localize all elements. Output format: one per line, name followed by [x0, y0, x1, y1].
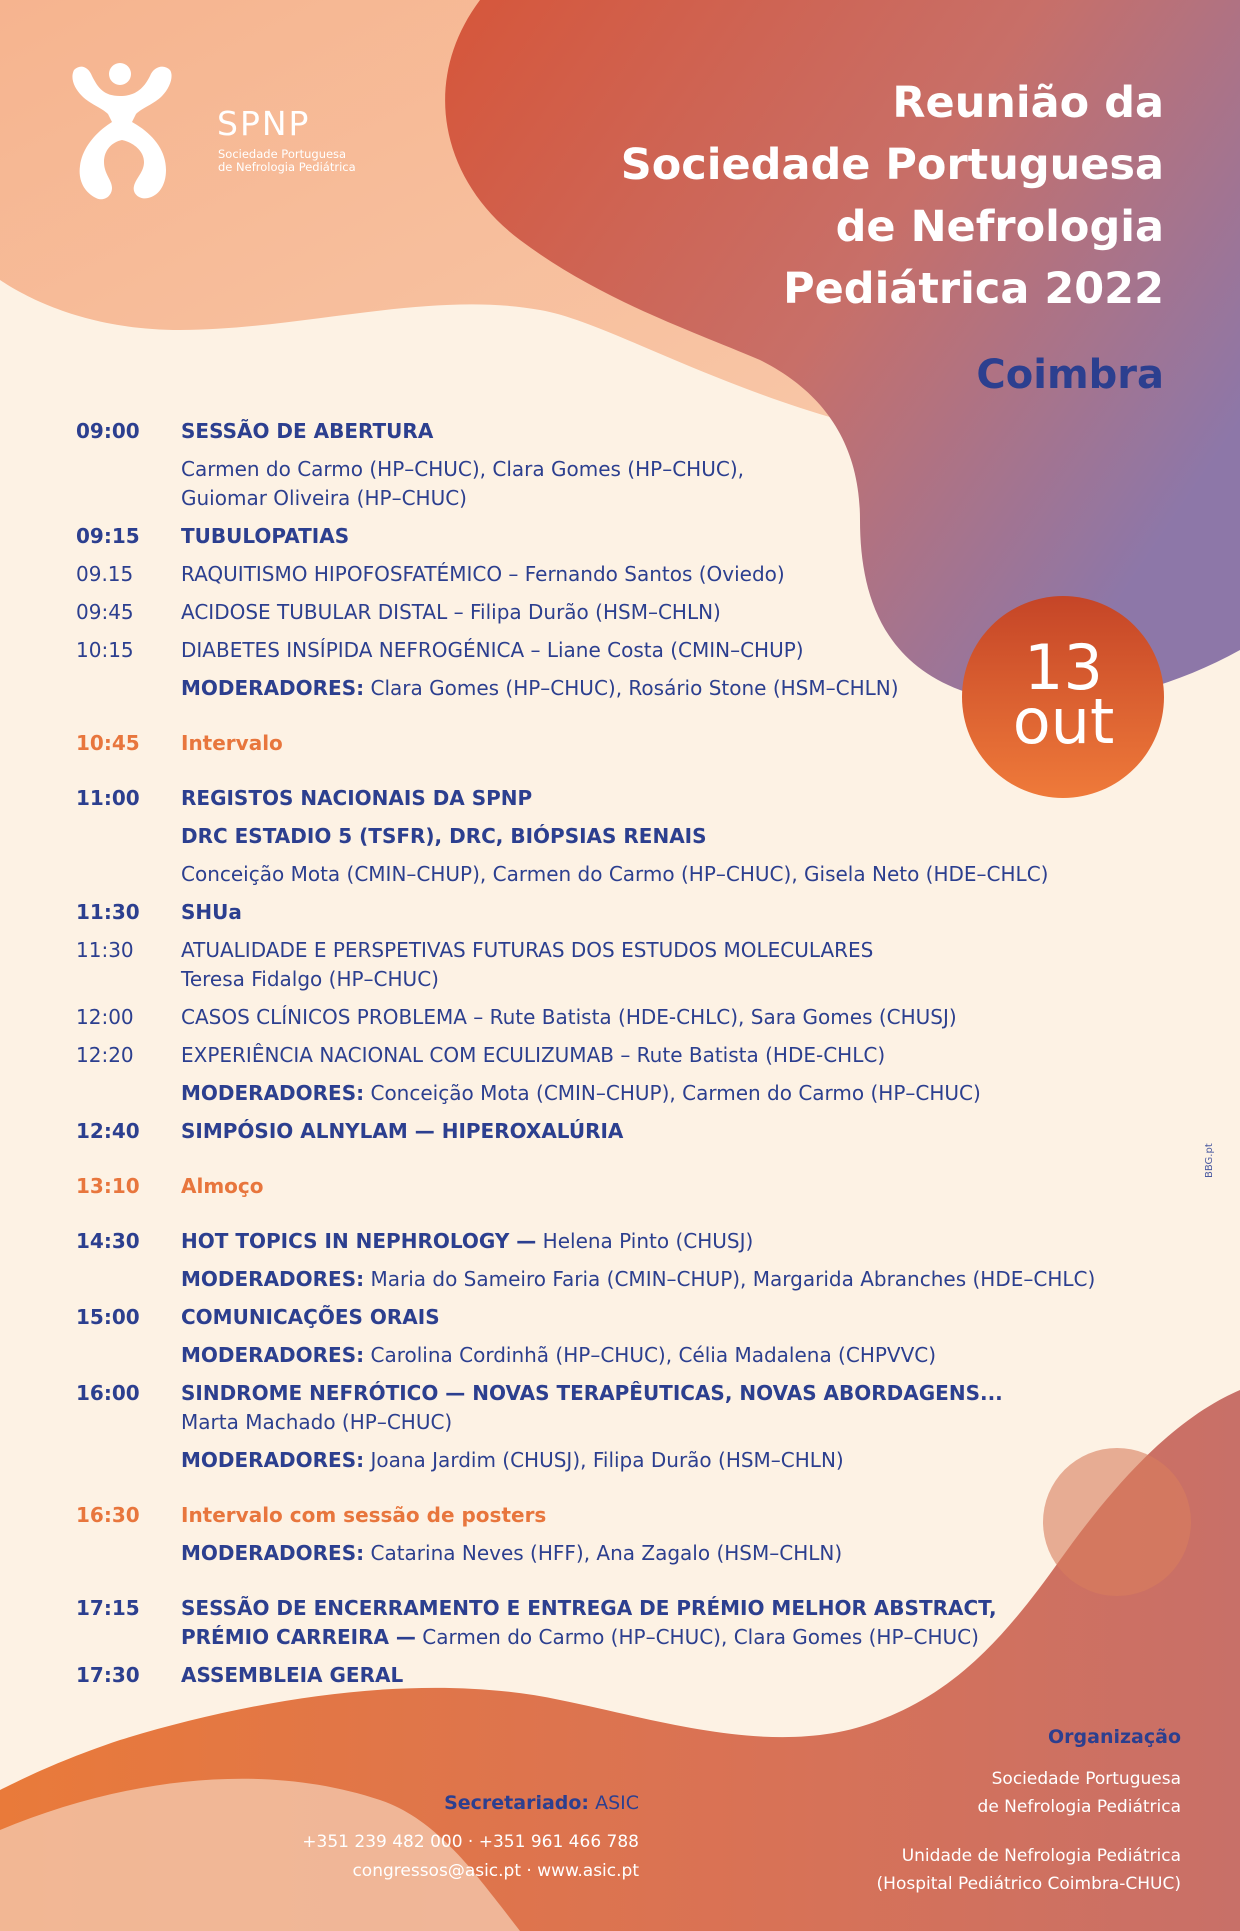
program-content [181, 598, 1156, 627]
program-text-line2 [181, 484, 1156, 513]
program-content [181, 1172, 1156, 1201]
program-time: 15:00 [76, 1305, 140, 1329]
title-line3: de Nefrologia [835, 202, 1164, 252]
program-award-label: PRÉMIO CARREIRA — [181, 1625, 416, 1649]
program-time: 17:30 [76, 1663, 140, 1687]
program-text: ASSEMBLEIA GERAL [181, 1663, 404, 1687]
program-time: 12:40 [76, 1119, 140, 1143]
program-row [76, 1003, 1156, 1032]
program-time: 11:30 [76, 938, 134, 962]
title-line2: Sociedade Portuguesa [620, 140, 1164, 190]
program-row [76, 636, 1156, 665]
program-content [181, 729, 1156, 758]
program-time: 16:00 [76, 1381, 140, 1405]
program-text: COMUNICAÇÕES ORAIS [181, 1305, 440, 1329]
organization-label: Organização [1048, 1726, 1181, 1748]
event-title [464, 72, 1164, 320]
program-time: 13:10 [76, 1174, 140, 1198]
program-row [76, 1379, 1156, 1437]
program-content [181, 1003, 1156, 1032]
program-text: DIABETES INSÍPIDA NEFROGÉNICA – Liane Costa (CMIN–CHUP) [181, 638, 804, 662]
program-text: RAQUITISMO HIPOFOSFATÉMICO – Fernando Santos (Oviedo) [181, 562, 785, 586]
program-text2: Guiomar Oliveira (HP–CHUC) [181, 486, 467, 510]
program-content [181, 936, 1156, 994]
program-text: Intervalo com sessão de posters [181, 1503, 547, 1527]
program-text2: Carmen do Carmo (HP–CHUC), Clara Gomes (HP–CHUC) [415, 1625, 979, 1649]
program-row [76, 455, 1156, 513]
program-row [76, 1594, 1156, 1652]
program-text: Helena Pinto (CHUSJ) [536, 1229, 754, 1253]
program-text: Carolina Cordinhã (HP–CHUC), Célia Madalena (CHPVVC) [364, 1343, 937, 1367]
program-time: 09:00 [76, 419, 140, 443]
program-row [76, 1117, 1156, 1146]
program-moderators-label: MODERADORES: [181, 1343, 365, 1367]
program-text: Maria do Sameiro Faria (CMIN–CHUP), Margarida Abranches (HDE–CHLC) [364, 1267, 1096, 1291]
program-text: Conceição Mota (CMIN–CHUP), Carmen do Carmo (HP–CHUC) [364, 1081, 981, 1105]
program-content [181, 1379, 1156, 1437]
program-text: SINDROME NEFRÓTICO — NOVAS TERAPÊUTICAS, NOVAS ABORDAGENS... [181, 1381, 1003, 1405]
program-row [76, 1501, 1156, 1530]
program-row [76, 1079, 1156, 1108]
program-moderators-label: MODERADORES: [181, 1448, 365, 1472]
program-row [76, 1303, 1156, 1332]
program-text-line2 [181, 965, 1156, 994]
program-moderators-label: MODERADORES: [181, 676, 365, 700]
program-row [76, 936, 1156, 994]
program-row [76, 1041, 1156, 1070]
program-time: 11:30 [76, 900, 140, 924]
program-text: CASOS CLÍNICOS PROBLEMA – Rute Batista (HDE-CHLC), Sara Gomes (CHUSJ) [181, 1005, 957, 1029]
program-moderators-label: MODERADORES: [181, 1081, 365, 1105]
program-content [181, 1539, 1156, 1568]
program-content [181, 1265, 1156, 1294]
logo-subtitle-line1: Sociedade Portuguesa [218, 147, 347, 161]
program-time: 16:30 [76, 1503, 140, 1527]
program-content [181, 455, 1156, 513]
program-text: Joana Jardim (CHUSJ), Filipa Durão (HSM–CHLN) [364, 1448, 844, 1472]
program-row [76, 1172, 1156, 1201]
program-row [76, 417, 1156, 446]
program-moderators-label: HOT TOPICS IN NEPHROLOGY — [181, 1229, 537, 1253]
program-content [181, 898, 1156, 927]
logo-subtitle-line2: de Nefrologia Pediátrica [218, 160, 356, 174]
program-text: Carmen do Carmo (HP–CHUC), Clara Gomes (HP–CHUC), [181, 457, 744, 481]
program-time: 12:20 [76, 1043, 134, 1067]
logo-subtitle [218, 148, 356, 174]
program-text: SHUa [181, 900, 242, 924]
program-content [181, 1041, 1156, 1070]
program-time: 10:15 [76, 638, 134, 662]
program-content [181, 636, 1156, 665]
program-content [181, 417, 1156, 446]
program-text: SIMPÓSIO ALNYLAM — HIPEROXALÚRIA [181, 1119, 624, 1143]
org2-line2: (Hospital Pediátrico Coimbra-CHUC) [876, 1874, 1181, 1894]
program-text: Conceição Mota (CMIN–CHUP), Carmen do Carmo (HP–CHUC), Gisela Neto (HDE–CHLC) [181, 862, 1049, 886]
program-row [76, 784, 1156, 813]
program-text: DRC ESTADIO 5 (TSFR), DRC, BIÓPSIAS RENAIS [181, 824, 707, 848]
program-schedule [76, 417, 1156, 1699]
program-content [181, 1446, 1156, 1475]
organization-spnp [978, 1765, 1181, 1821]
program-text: REGISTOS NACIONAIS DA SPNP [181, 786, 533, 810]
program-row [76, 1661, 1156, 1690]
program-content [181, 860, 1156, 889]
program-text: ACIDOSE TUBULAR DISTAL – Filipa Durão (HSM–CHLN) [181, 600, 721, 624]
program-time: 11:00 [76, 786, 140, 810]
program-moderators-label: MODERADORES: [181, 1267, 365, 1291]
program-row [76, 598, 1156, 627]
program-content [181, 1594, 1156, 1652]
program-content [181, 560, 1156, 589]
program-content [181, 1661, 1156, 1690]
logo-acronym: SPNP [217, 104, 311, 143]
date-day: 13 [1024, 631, 1103, 704]
spnp-logo-icon [70, 62, 175, 202]
program-content [181, 522, 1156, 551]
program-text: TUBULOPATIAS [181, 524, 350, 548]
program-text: SESSÃO DE ABERTURA [181, 419, 434, 443]
event-city: Coimbra [976, 352, 1164, 398]
program-time: 12:00 [76, 1005, 134, 1029]
date-month: out [1012, 685, 1115, 758]
program-text2: Marta Machado (HP–CHUC) [181, 1410, 453, 1434]
program-time: 14:30 [76, 1229, 140, 1253]
org1-line2: de Nefrologia Pediátrica [977, 1797, 1181, 1817]
program-content [181, 1117, 1156, 1146]
program-time: 10:45 [76, 731, 140, 755]
title-line4: Pediátrica 2022 [783, 264, 1164, 314]
program-content [181, 1079, 1156, 1108]
program-row [76, 1341, 1156, 1370]
program-text: Catarina Neves (HFF), Ana Zagalo (HSM–CHLN) [364, 1541, 843, 1565]
program-content [181, 674, 1156, 703]
program-row [76, 860, 1156, 889]
program-content [181, 1341, 1156, 1370]
title-line1: Reunião da [892, 78, 1164, 128]
program-text: EXPERIÊNCIA NACIONAL COM ECULIZUMAB – Rute Batista (HDE-CHLC) [181, 1043, 886, 1067]
program-text: Clara Gomes (HP–CHUC), Rosário Stone (HSM–CHLN) [364, 676, 899, 700]
secretariat-title: Secretariado: [444, 1792, 590, 1814]
organization-unit [877, 1842, 1181, 1898]
program-content [181, 1227, 1156, 1256]
program-text2: Teresa Fidalgo (HP–CHUC) [181, 967, 439, 991]
program-time: 17:15 [76, 1596, 140, 1620]
program-content [181, 1303, 1156, 1332]
program-moderators-label: MODERADORES: [181, 1541, 365, 1565]
program-text-line2 [181, 1408, 1156, 1437]
program-row [76, 1265, 1156, 1294]
secretariat-label [444, 1792, 639, 1814]
program-text: Intervalo [181, 731, 283, 755]
program-row [76, 560, 1156, 589]
program-time: 09:45 [76, 600, 134, 624]
secretariat-phones: +351 239 482 000 · +351 961 466 788 [302, 1832, 639, 1852]
org1-line1: Sociedade Portuguesa [991, 1769, 1181, 1789]
program-content [181, 822, 1156, 851]
program-row [76, 1446, 1156, 1475]
program-row [76, 522, 1156, 551]
program-time: 09.15 [76, 562, 134, 586]
org2-line1: Unidade de Nefrologia Pediátrica [901, 1846, 1181, 1866]
secretariat-contact[interactable]: congressos@asic.pt · www.asic.pt [352, 1861, 639, 1881]
program-content [181, 784, 1156, 813]
program-row [76, 898, 1156, 927]
secretariat-name: ASIC [589, 1792, 639, 1814]
program-text: SESSÃO DE ENCERRAMENTO E ENTREGA DE PRÉMIO MELHOR ABSTRACT, [181, 1596, 997, 1620]
program-row [76, 1227, 1156, 1256]
design-credit: BBG.pt [1204, 1143, 1215, 1178]
program-text: ATUALIDADE E PERSPETIVAS FUTURAS DOS ESTUDOS MOLECULARES [181, 938, 874, 962]
program-text-line2 [181, 1623, 1156, 1652]
program-text: Almoço [181, 1174, 264, 1198]
program-row [76, 674, 1156, 703]
program-row [76, 822, 1156, 851]
program-row [76, 1539, 1156, 1568]
program-content [181, 1501, 1156, 1530]
program-row [76, 729, 1156, 758]
program-time: 09:15 [76, 524, 140, 548]
